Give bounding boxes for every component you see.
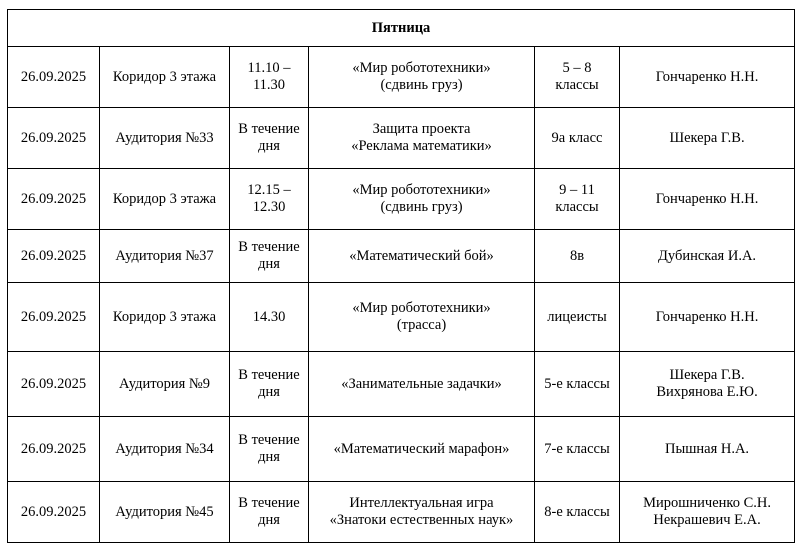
participants-cell-line: 8в — [569, 247, 585, 264]
responsible-cell — [620, 47, 795, 108]
participants-cell — [535, 283, 620, 352]
responsible-cell — [620, 169, 795, 230]
participants-cell — [535, 417, 620, 482]
participants-cell-line: 7-е классы — [544, 440, 610, 457]
responsible-cell-line: Шекера Г.В. — [669, 129, 745, 146]
table-row — [8, 482, 795, 543]
time-cell-line: дня — [258, 256, 280, 272]
place-cell: Аудитория №34 — [100, 417, 230, 482]
responsible-cell-line: Пышная Н.А. — [665, 440, 750, 457]
event-cell-line: Защита проекта — [372, 121, 471, 137]
responsible-cell — [620, 108, 795, 169]
participants-cell-line: классы — [555, 77, 599, 93]
responsible-cell — [620, 352, 795, 417]
responsible-cell-line: Гончаренко Н.Н. — [655, 68, 759, 85]
responsible-cell-line: Гончаренко Н.Н. — [655, 190, 759, 207]
responsible-cell — [620, 230, 795, 283]
date-cell: 26.09.2025 — [8, 108, 100, 169]
event-cell-line: (трасса) — [396, 317, 447, 333]
place-cell: Коридор 3 этажа — [100, 169, 230, 230]
place-cell: Аудитория №9 — [100, 352, 230, 417]
date-cell: 26.09.2025 — [8, 283, 100, 352]
time-cell — [230, 47, 309, 108]
time-cell-line: 11.30 — [252, 77, 286, 93]
event-cell-line: (сдвинь груз) — [380, 77, 463, 93]
time-cell-line: 12.15 – — [247, 182, 291, 198]
time-cell-line: В течение — [238, 367, 300, 383]
participants-cell-line: 9 – 11 — [559, 182, 595, 198]
event-cell-line: «Математический марафон» — [333, 440, 510, 457]
participants-cell — [535, 169, 620, 230]
participants-cell — [535, 352, 620, 417]
time-cell-line: 14.30 — [252, 308, 286, 325]
event-cell — [309, 283, 535, 352]
time-cell — [230, 417, 309, 482]
responsible-cell-line: Шекера Г.В. — [669, 367, 745, 383]
responsible-cell — [620, 417, 795, 482]
time-cell — [230, 108, 309, 169]
place-cell: Коридор 3 этажа — [100, 47, 230, 108]
event-cell — [309, 417, 535, 482]
participants-cell — [535, 482, 620, 543]
participants-cell — [535, 108, 620, 169]
table-row — [8, 283, 795, 352]
time-cell — [230, 352, 309, 417]
schedule-table — [7, 9, 795, 543]
event-cell-line: «Знатоки естественных наук» — [329, 512, 514, 528]
table-row — [8, 169, 795, 230]
event-cell-line: «Занимательные задачки» — [341, 375, 502, 392]
event-cell — [309, 108, 535, 169]
participants-cell-line: 9а класс — [551, 129, 603, 146]
table-row — [8, 108, 795, 169]
event-cell — [309, 482, 535, 543]
time-cell — [230, 169, 309, 230]
time-cell-line: В течение — [238, 239, 300, 255]
responsible-cell-line: Вихрянова Е.Ю. — [656, 384, 758, 400]
place-cell: Коридор 3 этажа — [100, 283, 230, 352]
date-cell: 26.09.2025 — [8, 230, 100, 283]
date-cell: 26.09.2025 — [8, 169, 100, 230]
participants-cell — [535, 230, 620, 283]
event-cell-line: «Математический бой» — [349, 247, 494, 264]
place-cell: Аудитория №37 — [100, 230, 230, 283]
event-cell-line: Интеллектуальная игра — [349, 495, 494, 511]
time-cell-line: дня — [258, 449, 280, 465]
table-row — [8, 352, 795, 417]
responsible-cell — [620, 482, 795, 543]
table-row — [8, 417, 795, 482]
title-row — [8, 10, 795, 47]
time-cell-line: дня — [258, 384, 280, 400]
event-cell — [309, 352, 535, 417]
time-cell-line: В течение — [238, 432, 300, 448]
time-cell-line: В течение — [238, 121, 300, 137]
time-cell — [230, 283, 309, 352]
date-cell: 26.09.2025 — [8, 47, 100, 108]
participants-cell-line: лицеисты — [547, 308, 607, 325]
event-cell-line: «Мир робототехники» — [352, 182, 491, 198]
participants-cell-line: 5-е классы — [544, 375, 610, 392]
day-title: Пятница — [8, 10, 795, 47]
responsible-cell — [620, 283, 795, 352]
participants-cell — [535, 47, 620, 108]
time-cell-line: 11.10 – — [247, 60, 291, 76]
responsible-cell-line: Мирошниченко С.Н. — [643, 495, 771, 511]
responsible-cell-line: Гончаренко Н.Н. — [655, 308, 759, 325]
event-cell-line: (сдвинь груз) — [380, 199, 463, 215]
time-cell-line: 12.30 — [252, 199, 286, 215]
time-cell-line: дня — [258, 512, 280, 528]
date-cell: 26.09.2025 — [8, 352, 100, 417]
event-cell-line: «Мир робототехники» — [352, 300, 491, 316]
event-cell-line: «Мир робототехники» — [352, 60, 491, 76]
event-cell — [309, 230, 535, 283]
event-cell-line: «Реклама математики» — [351, 138, 492, 154]
participants-cell-line: 5 – 8 — [562, 60, 592, 76]
date-cell: 26.09.2025 — [8, 482, 100, 543]
time-cell — [230, 482, 309, 543]
responsible-cell-line: Дубинская И.А. — [658, 247, 757, 264]
place-cell: Аудитория №33 — [100, 108, 230, 169]
time-cell — [230, 230, 309, 283]
participants-cell-line: классы — [555, 199, 599, 215]
responsible-cell-line: Некрашевич Е.А. — [653, 512, 761, 528]
table-row — [8, 230, 795, 283]
place-cell: Аудитория №45 — [100, 482, 230, 543]
time-cell-line: В течение — [238, 495, 300, 511]
participants-cell-line: 8-е классы — [544, 503, 610, 520]
event-cell — [309, 47, 535, 108]
table-row — [8, 47, 795, 108]
event-cell — [309, 169, 535, 230]
date-cell: 26.09.2025 — [8, 417, 100, 482]
time-cell-line: дня — [258, 138, 280, 154]
